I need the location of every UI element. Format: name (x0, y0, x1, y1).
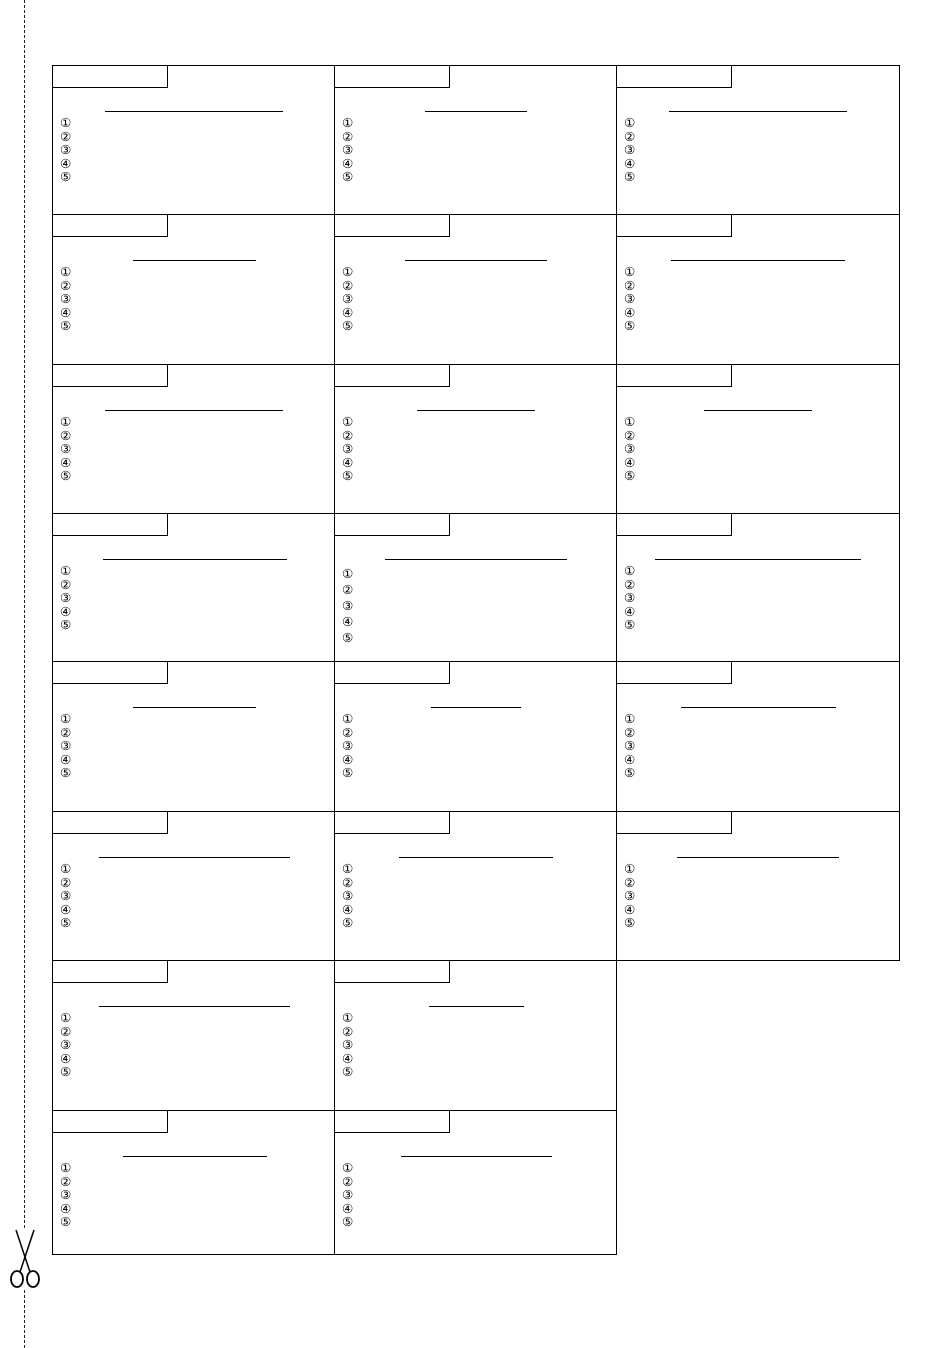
option-marker: ② (60, 874, 72, 890)
quiz-card (52, 960, 335, 1111)
quiz-card (616, 661, 900, 812)
option-marker: ① (342, 115, 354, 130)
option-list (342, 265, 353, 333)
option-marker: ③ (342, 1037, 354, 1053)
option-marker: ④ (624, 155, 636, 171)
option-marker: ⑤ (60, 169, 72, 185)
option-list (342, 116, 353, 184)
option-marker: ① (342, 566, 354, 581)
title-underline (385, 559, 567, 560)
option-marker: ⑤ (624, 169, 636, 185)
card-tab (53, 514, 168, 536)
option-marker: ③ (60, 1187, 72, 1203)
option-list (624, 564, 635, 632)
quiz-card (616, 364, 900, 514)
title-underline (399, 857, 553, 858)
title-underline (405, 260, 547, 261)
option-marker: ③ (624, 291, 636, 307)
option-marker: ④ (342, 751, 354, 767)
option-marker: ① (60, 1010, 72, 1025)
option-marker: ③ (60, 888, 72, 904)
option-marker: ① (60, 115, 72, 130)
option-list (342, 415, 353, 483)
option-marker: ④ (342, 1200, 354, 1216)
title-underline (105, 111, 283, 112)
quiz-card (616, 214, 900, 365)
option-marker: ⑤ (60, 765, 72, 781)
quiz-card (52, 811, 335, 961)
option-marker: ① (624, 563, 636, 578)
option-marker: ⑤ (60, 617, 72, 633)
option-marker: ⑤ (624, 915, 636, 931)
option-marker: ③ (60, 291, 72, 307)
option-marker: ③ (342, 598, 354, 613)
option-marker: ① (60, 264, 72, 279)
option-list (60, 564, 71, 632)
option-marker: ⑤ (60, 468, 72, 484)
option-marker: ③ (624, 441, 636, 457)
option-marker: ④ (342, 304, 354, 320)
quiz-card (616, 65, 900, 215)
option-marker: ④ (624, 901, 636, 917)
option-marker: ⑤ (342, 1214, 354, 1230)
option-marker: ① (624, 264, 636, 279)
option-marker: ⑤ (342, 765, 354, 781)
option-marker: ③ (342, 1187, 354, 1203)
option-marker: ① (342, 264, 354, 279)
option-list (60, 116, 71, 184)
option-marker: ④ (342, 614, 354, 629)
card-tab (53, 215, 168, 237)
quiz-card (334, 1110, 617, 1255)
option-marker: ① (60, 1160, 72, 1175)
option-marker: ② (342, 874, 354, 890)
title-underline (671, 260, 845, 261)
quiz-card (616, 811, 900, 961)
title-underline (669, 111, 847, 112)
quiz-card (52, 364, 335, 514)
option-marker: ⑤ (624, 468, 636, 484)
title-underline (103, 559, 287, 560)
option-marker: ① (624, 115, 636, 130)
card-tab (53, 365, 168, 387)
option-list (60, 415, 71, 483)
option-marker: ① (60, 861, 72, 876)
option-marker: ④ (60, 1050, 72, 1066)
title-underline (431, 707, 521, 708)
option-marker: ① (342, 1160, 354, 1175)
title-underline (401, 1156, 552, 1157)
option-marker: ⑤ (60, 915, 72, 931)
option-marker: ④ (60, 603, 72, 619)
quiz-card (52, 1110, 335, 1255)
option-marker: ② (342, 1173, 354, 1189)
option-marker: ② (60, 427, 72, 443)
option-marker: ② (342, 724, 354, 740)
title-underline (99, 857, 290, 858)
title-underline (123, 1156, 267, 1157)
option-marker: ② (60, 724, 72, 740)
option-marker: ④ (624, 603, 636, 619)
quiz-card (52, 214, 335, 365)
option-marker: ② (624, 576, 636, 592)
option-marker: ② (60, 1023, 72, 1039)
quiz-card (616, 513, 900, 662)
option-marker: ① (342, 861, 354, 876)
option-marker: ④ (342, 1050, 354, 1066)
option-marker: ⑤ (624, 318, 636, 334)
option-marker: ① (624, 414, 636, 429)
option-marker: ④ (60, 155, 72, 171)
option-marker: ⑤ (60, 1064, 72, 1080)
option-marker: ③ (624, 142, 636, 158)
quiz-card (334, 661, 617, 812)
option-marker: ② (624, 128, 636, 144)
quiz-card (334, 960, 617, 1111)
option-marker: ③ (60, 738, 72, 754)
card-tab (335, 215, 450, 237)
option-marker: ③ (342, 142, 354, 158)
option-marker: ⑤ (342, 1064, 354, 1080)
title-underline (429, 1006, 524, 1007)
option-marker: ① (342, 1010, 354, 1025)
option-marker: ② (60, 576, 72, 592)
option-marker: ⑤ (624, 617, 636, 633)
option-marker: ① (342, 711, 354, 726)
option-marker: ③ (60, 590, 72, 606)
option-marker: ⑤ (342, 468, 354, 484)
option-marker: ⑤ (60, 318, 72, 334)
option-list (624, 712, 635, 780)
title-underline (677, 857, 839, 858)
option-marker: ④ (342, 155, 354, 171)
quiz-card (52, 65, 335, 215)
option-marker: ② (60, 277, 72, 293)
option-marker: ⑤ (342, 169, 354, 185)
title-underline (99, 1006, 290, 1007)
card-tab (335, 365, 450, 387)
title-underline (417, 410, 535, 411)
option-marker: ② (342, 128, 354, 144)
option-marker: ① (60, 414, 72, 429)
cut-guide-line (24, 0, 25, 1348)
option-marker: ③ (60, 441, 72, 457)
title-underline (655, 559, 861, 560)
card-tab (335, 1111, 450, 1133)
option-list (624, 116, 635, 184)
card-tab (53, 961, 168, 983)
option-marker: ③ (60, 142, 72, 158)
card-tab (617, 812, 732, 834)
option-marker: ② (624, 277, 636, 293)
option-marker: ④ (624, 304, 636, 320)
card-tab (53, 812, 168, 834)
option-list (60, 1011, 71, 1079)
option-marker: ① (342, 414, 354, 429)
card-tab (335, 66, 450, 88)
option-list (624, 862, 635, 930)
option-marker: ① (624, 711, 636, 726)
card-tab (617, 514, 732, 536)
option-marker: ④ (342, 454, 354, 470)
option-marker: ② (342, 277, 354, 293)
card-tab (335, 662, 450, 684)
option-marker: ⑤ (342, 318, 354, 334)
quiz-card (334, 364, 617, 514)
card-tab (335, 812, 450, 834)
option-marker: ② (624, 874, 636, 890)
title-underline (704, 410, 812, 411)
option-marker: ② (624, 724, 636, 740)
option-marker: ② (624, 427, 636, 443)
option-list (342, 1161, 353, 1229)
option-marker: ⑤ (342, 630, 354, 645)
card-tab (53, 66, 168, 88)
option-list (60, 862, 71, 930)
title-underline (681, 707, 836, 708)
option-marker: ④ (60, 304, 72, 320)
option-list (342, 566, 353, 646)
option-list (624, 265, 635, 333)
card-tab (617, 365, 732, 387)
option-marker: ② (342, 427, 354, 443)
title-underline (133, 707, 256, 708)
option-marker: ③ (624, 888, 636, 904)
card-tab (335, 961, 450, 983)
option-marker: ① (624, 861, 636, 876)
card-tab (617, 215, 732, 237)
scissors-icon (6, 1228, 44, 1290)
option-marker: ③ (60, 1037, 72, 1053)
option-list (60, 265, 71, 333)
card-tab (617, 66, 732, 88)
option-marker: ④ (60, 901, 72, 917)
option-marker: ④ (624, 454, 636, 470)
title-underline (425, 111, 527, 112)
option-marker: ③ (624, 590, 636, 606)
option-marker: ⑤ (342, 915, 354, 931)
option-list (342, 712, 353, 780)
quiz-card (52, 661, 335, 812)
option-marker: ④ (342, 901, 354, 917)
option-marker: ③ (342, 441, 354, 457)
quiz-card (334, 65, 617, 215)
option-list (60, 712, 71, 780)
card-tab (617, 662, 732, 684)
card-tab (53, 662, 168, 684)
option-marker: ④ (60, 751, 72, 767)
option-marker: ④ (624, 751, 636, 767)
quiz-card (334, 811, 617, 961)
option-marker: ③ (624, 738, 636, 754)
option-marker: ③ (342, 888, 354, 904)
option-marker: ④ (60, 454, 72, 470)
title-underline (133, 260, 256, 261)
option-marker: ① (60, 563, 72, 578)
option-marker: ⑤ (624, 765, 636, 781)
quiz-card (52, 513, 335, 662)
option-marker: ③ (342, 291, 354, 307)
option-marker: ① (60, 711, 72, 726)
option-marker: ② (60, 1173, 72, 1189)
option-marker: ② (60, 128, 72, 144)
option-list (60, 1161, 71, 1229)
card-tab (335, 514, 450, 536)
option-marker: ⑤ (60, 1214, 72, 1230)
quiz-card (334, 513, 617, 662)
option-marker: ② (342, 1023, 354, 1039)
option-marker: ④ (60, 1200, 72, 1216)
title-underline (105, 410, 283, 411)
quiz-card (334, 214, 617, 365)
option-list (624, 415, 635, 483)
option-marker: ③ (342, 738, 354, 754)
card-tab (53, 1111, 168, 1133)
option-list (342, 1011, 353, 1079)
option-list (342, 862, 353, 930)
option-marker: ② (342, 582, 354, 597)
